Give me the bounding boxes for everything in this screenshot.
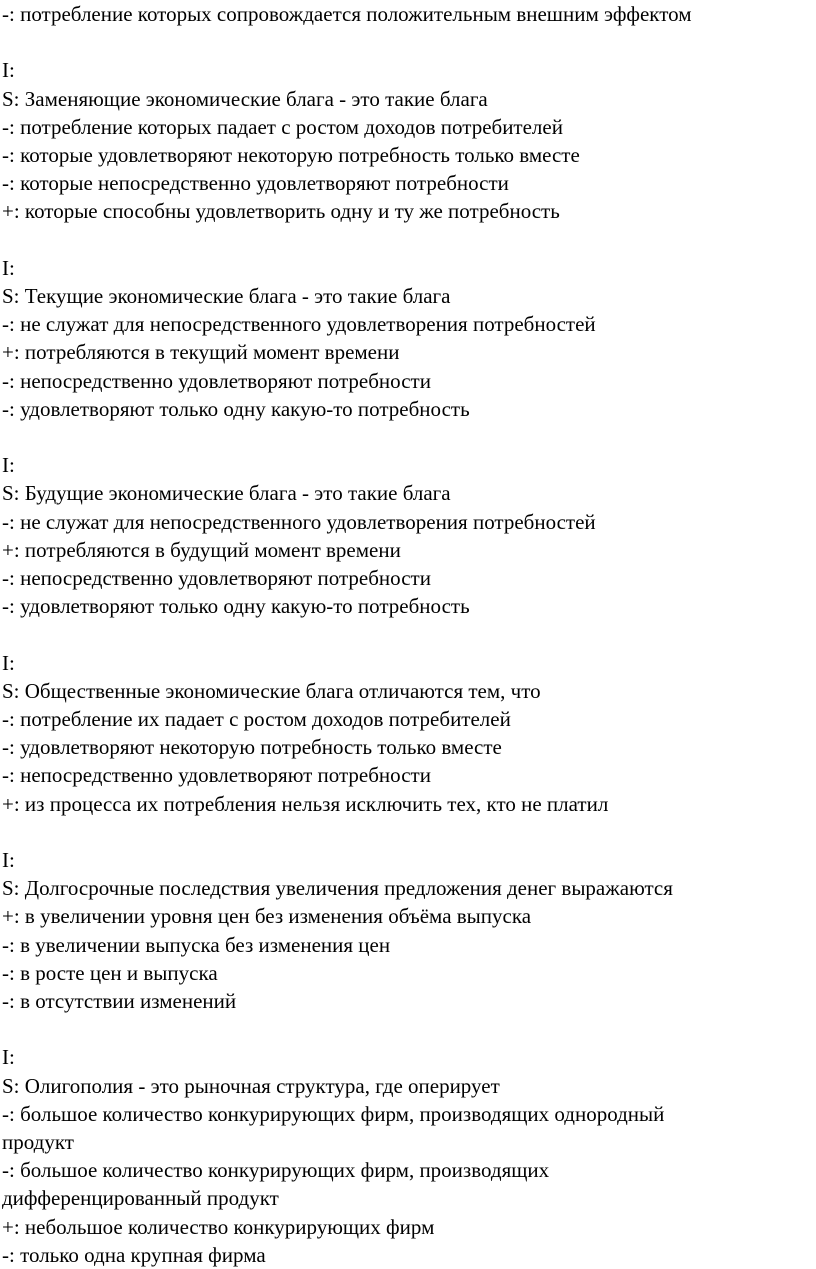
- spacer: [2, 226, 814, 254]
- answer-option-line: -: удовлетворяют только одну какую-то потребность: [2, 594, 470, 619]
- answer-option-line: -: потребление которых сопровождается положительным внешним эффектом: [2, 2, 692, 26]
- question-statement: S: Общественные экономические блага отличаются тем, что: [2, 678, 541, 703]
- question-statement: S: Заменяющие экономические блага - это такие блага: [2, 86, 488, 111]
- answer-option-line: -: в росте цен и выпуска: [2, 960, 218, 985]
- spacer: [2, 1015, 814, 1043]
- answer-option-continuation: продукт: [2, 1130, 74, 1155]
- question-marker: I:: [2, 650, 15, 675]
- answer-option-line: -: непосредственно удовлетворяют потребности: [2, 368, 431, 393]
- answer-option-line: -: непосредственно удовлетворяют потребности: [2, 763, 431, 788]
- spacer: [2, 423, 814, 451]
- question-marker: I:: [2, 453, 15, 478]
- question-block: [2, 451, 814, 620]
- correct-answer-line: +: которые способны удовлетворить одну и ту же потребность: [2, 199, 560, 224]
- answer-option-continuation: дифференцированный продукт: [2, 1186, 279, 1211]
- question-statement: S: Долгосрочные последствия увеличения предложения денег выражаются: [2, 876, 673, 901]
- answer-option-line: -: в отсутствии изменений: [2, 989, 237, 1014]
- answer-option-line: -: в увеличении выпуска без изменения цен: [2, 932, 391, 957]
- question-block: [2, 254, 814, 423]
- correct-answer-line: +: в увеличении уровня цен без изменения объёма выпуска: [2, 904, 532, 929]
- answer-option-line: -: не служат для непосредственного удовлетворения потребностей: [2, 509, 596, 534]
- answer-option-line: -: которые удовлетворяют некоторую потребность только вместе: [2, 143, 580, 167]
- question-block: [2, 846, 814, 1015]
- answer-option-line: -: удовлетворяют некоторую потребность только вместе: [2, 735, 502, 760]
- correct-answer-line: +: потребляются в будущий момент времени: [2, 537, 401, 562]
- correct-answer-line: +: потребляются в текущий момент времени: [2, 340, 400, 365]
- question-block: [2, 1043, 814, 1269]
- answer-option-line: -: потребление которых падает с ростом доходов потребителей: [2, 114, 563, 139]
- question-block: [2, 56, 814, 225]
- answer-option-line: -: только одна крупная фирма: [2, 1242, 266, 1267]
- answer-option-line: -: потребление их падает с ростом доходов потребителей: [2, 707, 511, 732]
- question-marker: I:: [2, 1045, 15, 1070]
- answer-option-line: -: большое количество конкурирующих фирм, производящих однородный: [2, 1101, 665, 1126]
- spacer: [2, 818, 814, 846]
- question-block: [2, 649, 814, 818]
- question-marker: I:: [2, 255, 15, 280]
- spacer: [2, 28, 814, 56]
- correct-answer-line: +: небольшое количество конкурирующих фирм: [2, 1214, 435, 1239]
- question-statement: S: Текущие экономические блага - это такие блага: [2, 284, 451, 308]
- answer-option-line: -: удовлетворяют только одну какую-то потребность: [2, 396, 470, 421]
- answer-option-line: -: не служат для непосредственного удовлетворения потребностей: [2, 312, 596, 337]
- document-page: [2, 0, 814, 1269]
- answer-option-line: -: большое количество конкурирующих фирм, производящих: [2, 1158, 550, 1183]
- question-statement: S: Олигополия - это рыночная структура, где оперирует: [2, 1073, 500, 1098]
- spacer: [2, 620, 814, 648]
- question-marker: I:: [2, 58, 15, 83]
- question-marker: I:: [2, 848, 15, 873]
- answer-option-line: -: непосредственно удовлетворяют потребности: [2, 566, 431, 591]
- answer-option-line: -: которые непосредственно удовлетворяют потребности: [2, 171, 509, 196]
- correct-answer-line: +: из процесса их потребления нельзя исключить тех, кто не платил: [2, 791, 609, 816]
- question-statement: S: Будущие экономические блага - это такие блага: [2, 481, 451, 506]
